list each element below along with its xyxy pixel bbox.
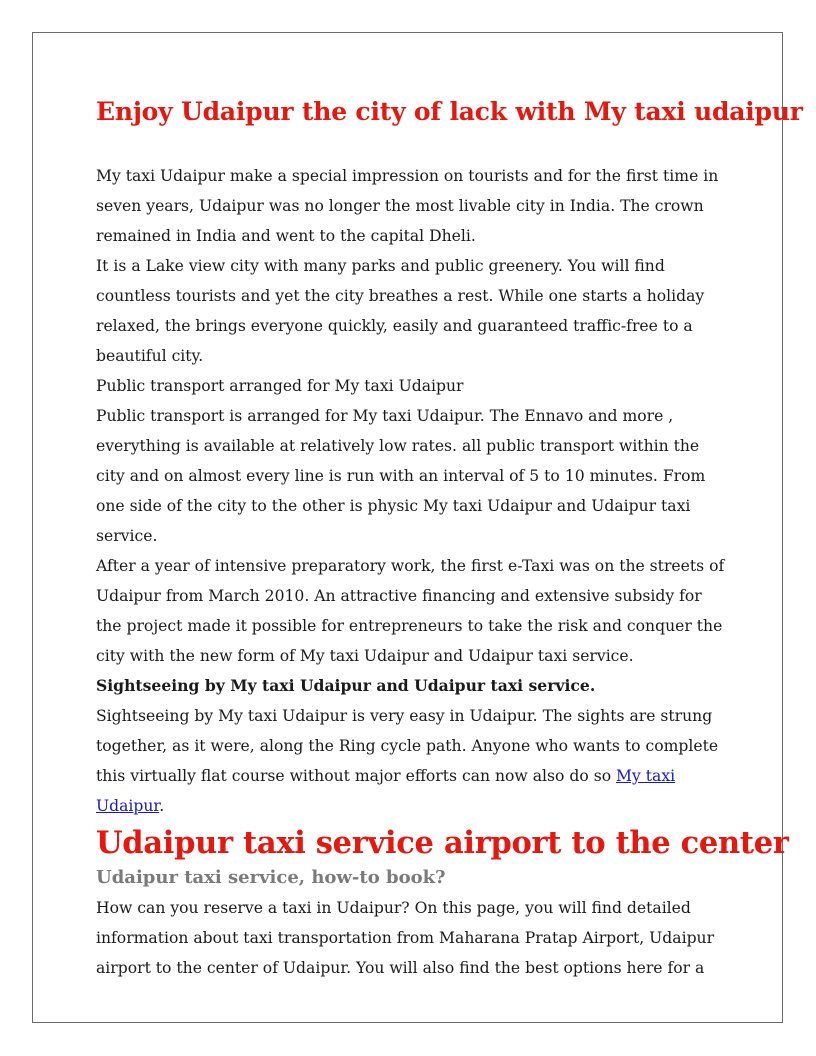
heading-airport-to-center: Udaipur taxi service airport to the center bbox=[96, 825, 789, 861]
paragraph-lake-view: It is a Lake view city with many parks and public greenery. You will find countless tourists and yet the city breathes a rest. While one starts a holiday relaxed, the brings everyone quickly, easily and guaranteed traffic-free to a beautiful city. bbox=[96, 257, 705, 365]
sightseeing-period: . bbox=[159, 797, 165, 815]
document-title: Enjoy Udaipur the city of lack with My taxi udaipur bbox=[96, 97, 803, 126]
paragraph-public-transport-heading: Public transport arranged for My taxi Udaipur bbox=[96, 377, 464, 395]
my-taxi-udaipur-link[interactable]: My taxi Udaipur bbox=[96, 767, 676, 815]
paragraph-public-transport: Public transport is arranged for My taxi Udaipur. The Ennavo and more , everything is available at relatively low rates. all public transport within the city and on almost every line is run with an interval of 5 to 10 minutes. From one side of the city to the other is physic My taxi Udaipur and Udaipur taxi service. bbox=[96, 407, 706, 545]
heading-how-to-book: Udaipur taxi service, how-to book? bbox=[96, 867, 446, 888]
sightseeing-text: Sightseeing by My taxi Udaipur is very easy in Udaipur. The sights are strung together, as it were, along the Ring cycle path. Anyone who wants to complete this virtually flat course without major efforts can now also do so bbox=[96, 707, 719, 785]
paragraph-sightseeing bbox=[96, 701, 726, 821]
paragraph-intro: My taxi Udaipur make a special impression on tourists and for the first time in seven years, Udaipur was no longer the most livable city in India. The crown remained in India and went to the capital Dheli. bbox=[96, 167, 719, 245]
paragraph-sightseeing-heading: Sightseeing by My taxi Udaipur and Udaipur taxi service. bbox=[96, 676, 596, 695]
document-body bbox=[96, 90, 803, 983]
paragraph-e-taxi: After a year of intensive preparatory work, the first e-Taxi was on the streets of Udaipur from March 2010. An attractive financing and extensive subsidy for the project made it possible for entrepreneurs to take the risk and conquer the city with the new form of My taxi Udaipur and Udaipur taxi service. bbox=[96, 557, 725, 665]
paragraph-reserve-taxi: How can you reserve a taxi in Udaipur? On this page, you will find detailed information about taxi transportation from Maharana Pratap Airport, Udaipur airport to the center of Udaipur. You will also find the best options here for a bbox=[96, 899, 715, 977]
